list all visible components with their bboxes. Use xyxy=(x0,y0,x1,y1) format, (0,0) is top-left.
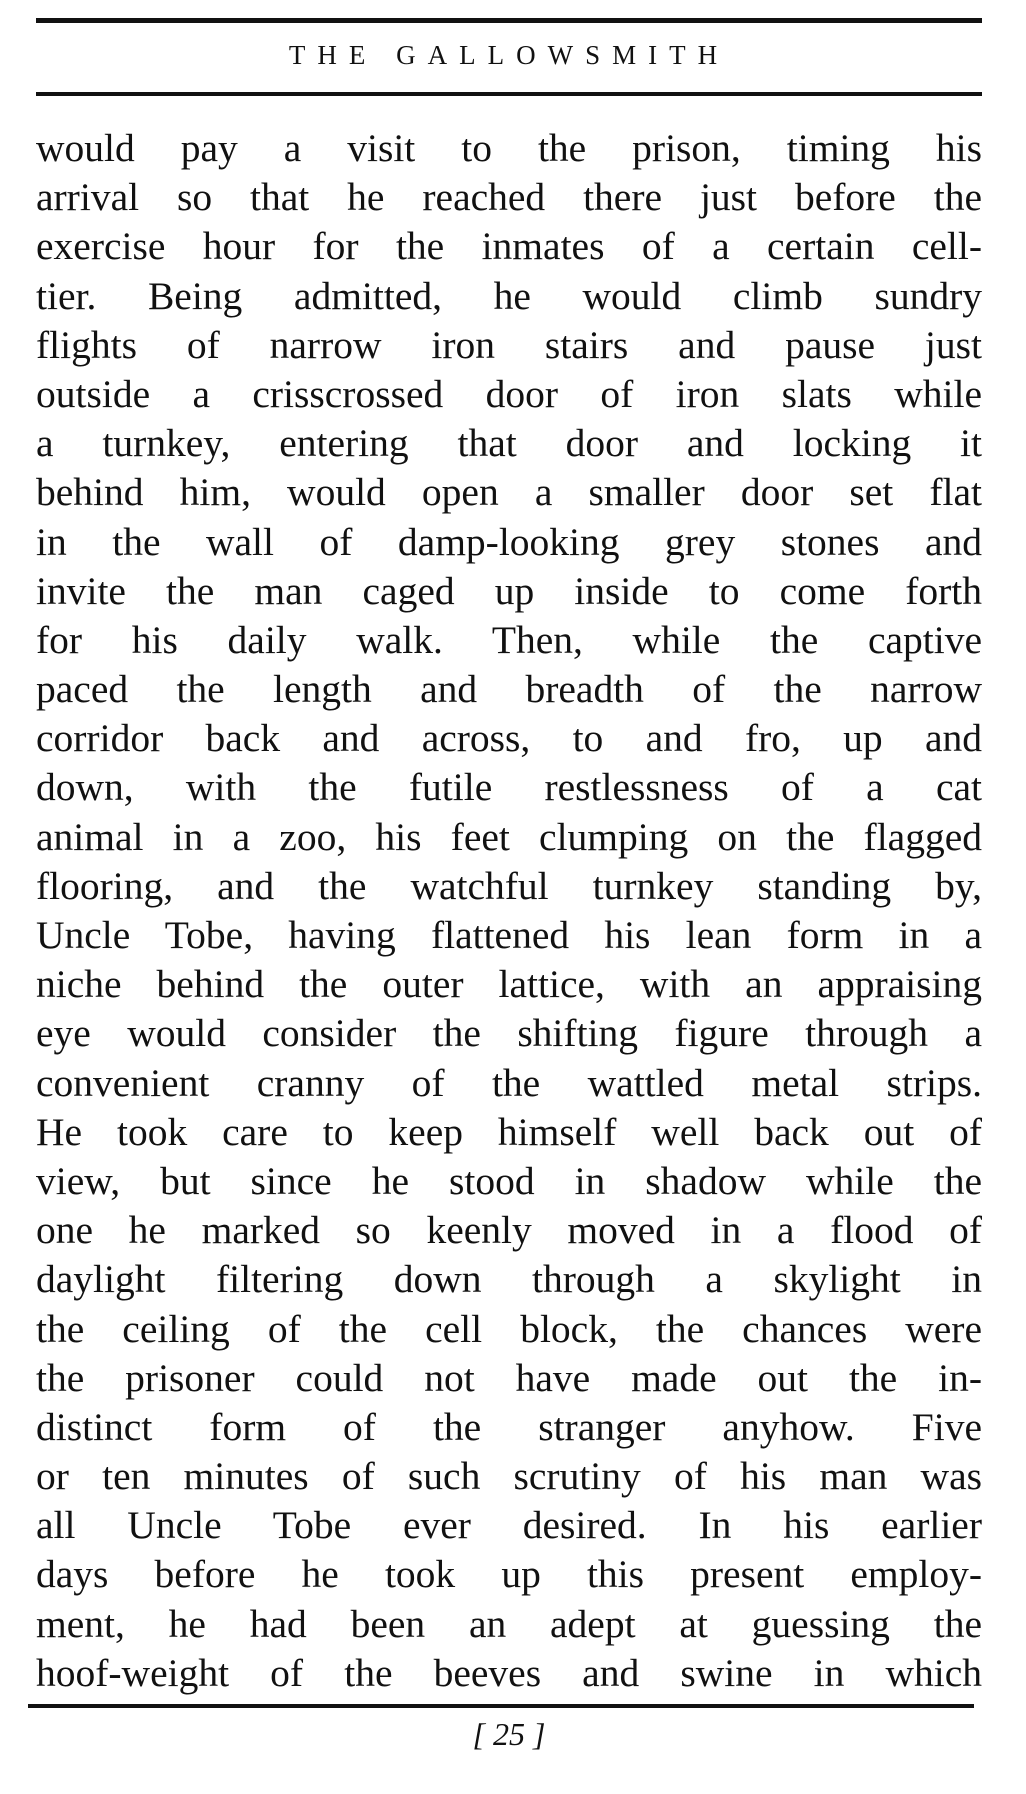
text-line: exercise hour for the inmates of a certain cell- xyxy=(36,224,982,269)
text-line: corridor back and across, to and fro, up and xyxy=(36,716,982,761)
text-line: down, with the futile restlessness of a cat xyxy=(36,765,982,810)
top-rule xyxy=(36,18,982,23)
text-line: the ceiling of the cell block, the chances were xyxy=(36,1306,982,1351)
text-line: niche behind the outer lattice, with an appraising xyxy=(36,962,982,1007)
text-line: or ten minutes of such scrutiny of his man was xyxy=(36,1454,982,1499)
text-line: Uncle Tobe, having flattened his lean form in a xyxy=(36,913,982,957)
text-line: invite the man caged up inside to come forth xyxy=(36,568,982,613)
text-line: behind him, would open a smaller door set flat xyxy=(36,470,982,515)
text-line: arrival so that he reached there just before the xyxy=(36,175,982,220)
text-line: He took care to keep himself well back out of xyxy=(36,1109,982,1154)
text-line: one he marked so keenly moved in a flood of xyxy=(36,1208,982,1253)
text-line: hoof-weight of the beeves and swine in which xyxy=(36,1650,982,1695)
text-line: distinct form of the stranger anyhow. Five xyxy=(36,1404,982,1449)
text-line: days before he took up this present employ- xyxy=(36,1552,982,1597)
text-line: flights of narrow iron stairs and pause just xyxy=(36,322,982,367)
body-text xyxy=(36,124,982,1698)
text-line: in the wall of damp-looking grey stones and xyxy=(36,519,982,564)
text-line: for his daily walk. Then, while the captive xyxy=(36,617,982,662)
text-line: daylight filtering down through a skylight in xyxy=(36,1257,982,1302)
text-line: all Uncle Tobe ever desired. In his earlier xyxy=(36,1503,982,1548)
text-line: would pay a visit to the prison, timing his xyxy=(36,126,982,170)
text-line: view, but since he stood in shadow while the xyxy=(36,1158,982,1203)
text-line: paced the length and breadth of the narrow xyxy=(36,667,982,712)
text-line: flooring, and the watchful turnkey standing by, xyxy=(36,863,982,908)
text-line: animal in a zoo, his feet clumping on the flagged xyxy=(36,814,982,859)
header-rule xyxy=(36,92,982,96)
footer-rule xyxy=(28,1704,974,1708)
text-line: outside a crisscrossed door of iron slats while xyxy=(36,371,982,416)
running-head-title: THE GALLOWSMITH xyxy=(288,40,730,70)
text-line: ment, he had been an adept at guessing the xyxy=(36,1601,982,1646)
text-line: eye would consider the shifting figure through a xyxy=(36,1011,982,1056)
page-number: [ 25 ] xyxy=(472,1716,546,1752)
text-line: tier. Being admitted, he would climb sundry xyxy=(36,273,982,318)
text-line: the prisoner could not have made out the in- xyxy=(36,1355,982,1400)
text-line: convenient cranny of the wattled metal strips. xyxy=(36,1060,982,1105)
text-line: a turnkey, entering that door and locking it xyxy=(36,421,982,466)
